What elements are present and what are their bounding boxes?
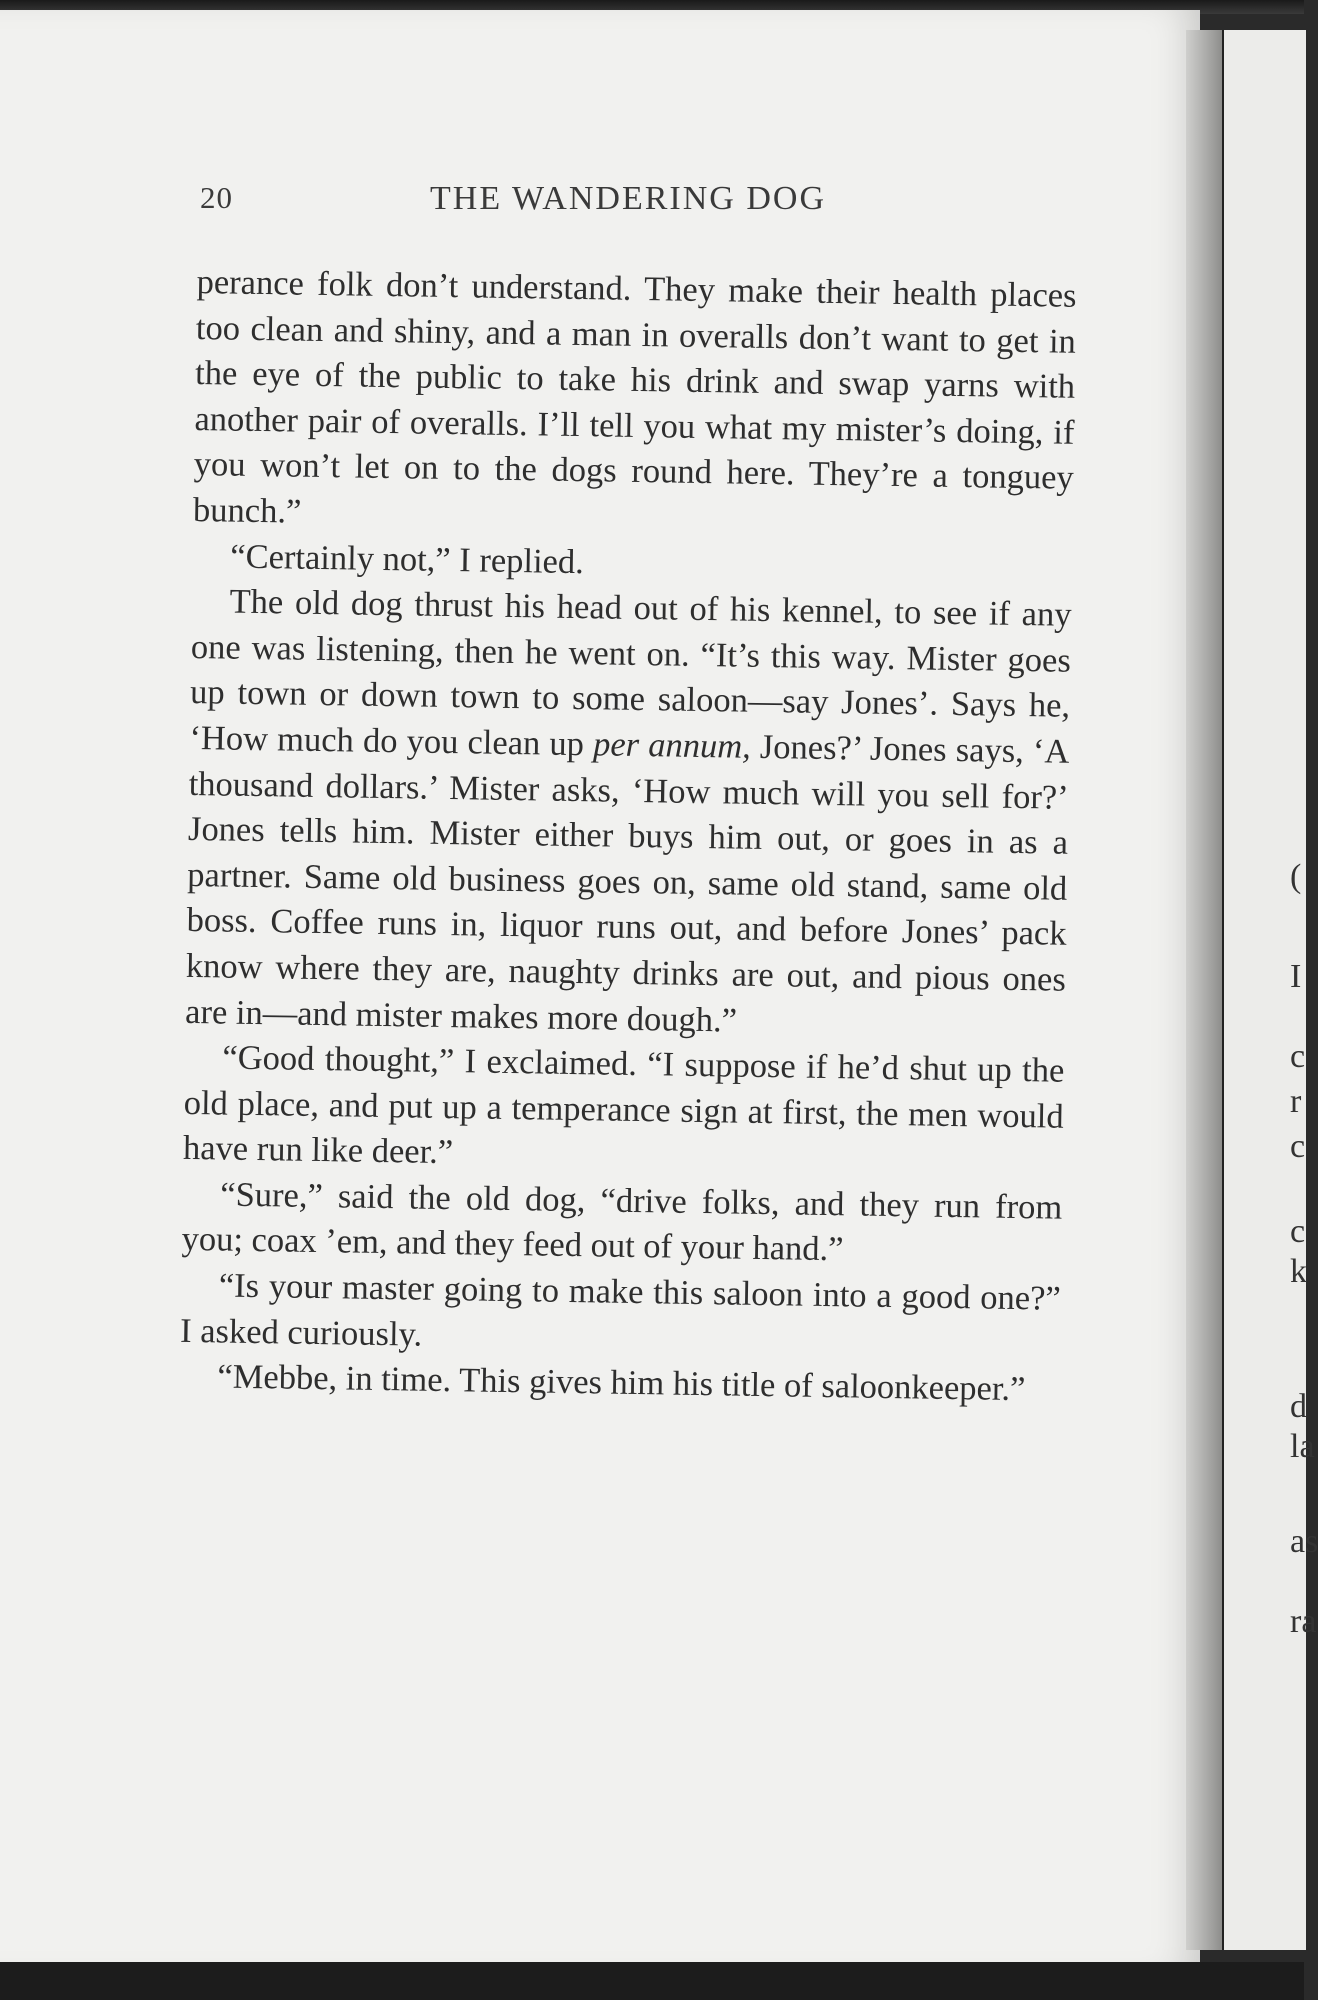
body-text bbox=[179, 260, 1077, 1414]
paragraph: “Mebbe, in time. This gives him his title of saloonkeeper.” bbox=[217, 1357, 1026, 1409]
facing-page-fragment: r bbox=[1290, 1083, 1302, 1120]
facing-page-fragment: d bbox=[1290, 1388, 1307, 1425]
paragraph bbox=[185, 579, 1072, 1049]
page-number: 20 bbox=[200, 180, 233, 215]
paragraph: “Certainly not,” I replied. bbox=[230, 537, 585, 581]
paragraph: “Is your master going to make this saloon into a good one?” I asked curiously. bbox=[179, 1266, 1062, 1354]
facing-page-edge bbox=[1222, 30, 1318, 1950]
facing-page-fragment: ( bbox=[1290, 858, 1302, 895]
italic-phrase: per annum, bbox=[592, 725, 752, 766]
facing-page-fragment: I bbox=[1290, 958, 1302, 995]
paragraph-text: The old dog thrust his head out of his kennel, to see if any one was listening, then he went on. “It’s this way. Mister goes up town or down town to some saloon—say Jones’. Says he, ‘How much do you clean up bbox=[189, 582, 1072, 764]
scan-border-bottom bbox=[0, 1962, 1304, 2000]
page-header bbox=[200, 180, 1080, 230]
facing-page-fragment: c bbox=[1290, 1038, 1306, 1075]
book-page bbox=[0, 10, 1200, 1970]
paragraph: “Good thought,” I exclaimed. “I suppose if he’d shut up the old place, and put up a temperance sign at first, the men would have run like deer.” bbox=[182, 1038, 1065, 1172]
paragraph: “Sure,” said the old dog, “drive folks, and they run from you; coax ’em, and they feed out of your hand.” bbox=[181, 1175, 1063, 1269]
paragraph-text: Jones?’ Jones says, ‘A thousand dollars.’ Mister asks, ‘How much will you sell for?’ Jones tells him. Mister either buys him out, or goes in as a partner. Same old business goes on, same old stand, same old boss. Coffee runs in, liquor runs out, and before Jones’ pack know where they are, naughty drinks are out, and pious ones are in—and mister makes more dough.” bbox=[184, 727, 1070, 1040]
facing-page-fragment: k bbox=[1290, 1253, 1307, 1290]
running-head: THE WANDERING DOG bbox=[430, 180, 826, 217]
facing-page-fragment: as bbox=[1290, 1523, 1318, 1560]
paragraph: perance folk don’t understand. They make their health places too clean and shiny, and a man in overalls don’t want to get in the eye of the public to take his drink and swap yarns with another pair of overalls. I’ll tell you what my mister’s doing, if you won’t let on to the dogs round here. They’re a tonguey bunch.” bbox=[192, 262, 1077, 531]
book-gutter-shadow bbox=[1186, 30, 1222, 1950]
facing-page-fragment: c bbox=[1290, 1128, 1306, 1165]
facing-page-fragment: la bbox=[1290, 1428, 1315, 1465]
facing-page-fragment: ra bbox=[1290, 1603, 1317, 1640]
facing-page-fragment: c bbox=[1290, 1213, 1306, 1250]
